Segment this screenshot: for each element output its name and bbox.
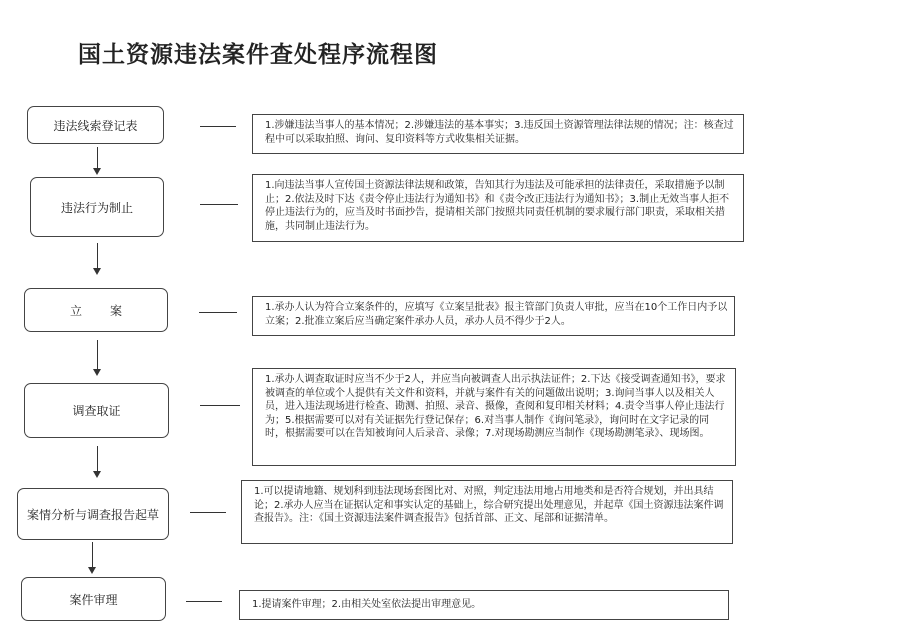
- connector-line: [200, 204, 238, 205]
- step-label: 调查取证: [72, 404, 121, 418]
- step-note-investigation: [252, 368, 736, 466]
- note-text: 1.承办人认为符合立案条件的，应填写《立案呈批表》报主管部门负责人审批，应当在10个工作日内予以立案；2.批准立案后应当确定案件承办人员，承办人员不得少于2人。: [265, 302, 728, 327]
- connector-line: [190, 512, 226, 513]
- step-box-case-analysis: [17, 488, 169, 540]
- connector-line: [199, 312, 237, 313]
- step-note-case-analysis: [241, 480, 733, 544]
- note-text: 1.提请案件审理；2.由相关处室依法提出审理意见。: [252, 599, 482, 610]
- connector-line: [200, 405, 240, 406]
- step-label: 违法行为制止: [60, 200, 133, 215]
- connector-line: [186, 601, 222, 602]
- step-box-case-review: [21, 577, 166, 621]
- page-title: 国土资源违法案件查处程序流程图: [78, 42, 438, 68]
- flow-arrow: [97, 147, 98, 169]
- flow-arrow: [97, 446, 98, 472]
- step-box-case-filing: [24, 288, 168, 332]
- connector-line: [200, 126, 236, 127]
- step-note-clue-registration: [252, 114, 744, 154]
- step-box-stop-violation: [30, 177, 164, 237]
- step-note-case-filing: [252, 296, 735, 336]
- step-box-investigation: [24, 383, 169, 438]
- note-text: 1.向违法当事人宣传国土资源法律法规和政策，告知其行为违法及可能承担的法律责任，采取措施予以制止；2.依法及时下达《责令停止违法行为通知书》和《责令改正违法行为通知书》；3.制止无效当事人拒不停止违法行为的，应当及时书面抄告，提请相关部门按照共同责任机制的要求履行部门职责，采取相关措施，共同制止违法行为。: [265, 180, 730, 232]
- step-note-stop-violation: [252, 174, 744, 242]
- flow-arrow: [97, 340, 98, 370]
- step-note-case-review: [239, 590, 729, 620]
- step-box-clue-registration: [27, 106, 164, 144]
- note-text: 1.涉嫌违法当事人的基本情况；2.涉嫌违法的基本事实；3.违反国土资源管理法律法规的情况；注：核查过程中可以采取拍照、询问、复印资料等方式收集相关证据。: [265, 120, 734, 145]
- note-text: 1.承办人调查取证时应当不少于2人，并应当向被调查人出示执法证件；2.下达《接受调查通知书》，要求被调查的单位或个人提供有关文件和资料，并就与案件有关的问题做出说明；3.询问当事人以及相关人员，进入违法现场进行检查、勘测、拍照、录音、摄像，查阅和复印相关材料；4.责令当事人停止违法行为；5.根据需要可以对有关证据先行登记保存；6.对当事人制作《询问笔录》，询问时在文字记录的同时，根据需要可以在告知被询问人后录音、录像；7.对现场勘测应当制作《现场勘测笔录》、现场图。: [265, 374, 726, 440]
- step-label: 违法线索登记表: [53, 118, 138, 133]
- step-label: 案情分析与调查报告起草: [26, 507, 159, 522]
- step-label: 案件审理: [69, 592, 118, 607]
- flow-arrow: [97, 243, 98, 269]
- step-label: 立案: [69, 303, 150, 318]
- flow-arrow: [92, 542, 93, 568]
- note-text: 1.可以提请地籍、规划科到违法现场套图比对、对照，判定违法用地占用地类和是否符合规划，并出具结论；2.承办人应当在证据认定和事实认定的基础上，综合研究提出处理意见，并起草《国土资源违法案件调查报告》。注：《国土资源违法案件调查报告》包括首部、正文、尾部和证据清单。: [254, 486, 724, 525]
